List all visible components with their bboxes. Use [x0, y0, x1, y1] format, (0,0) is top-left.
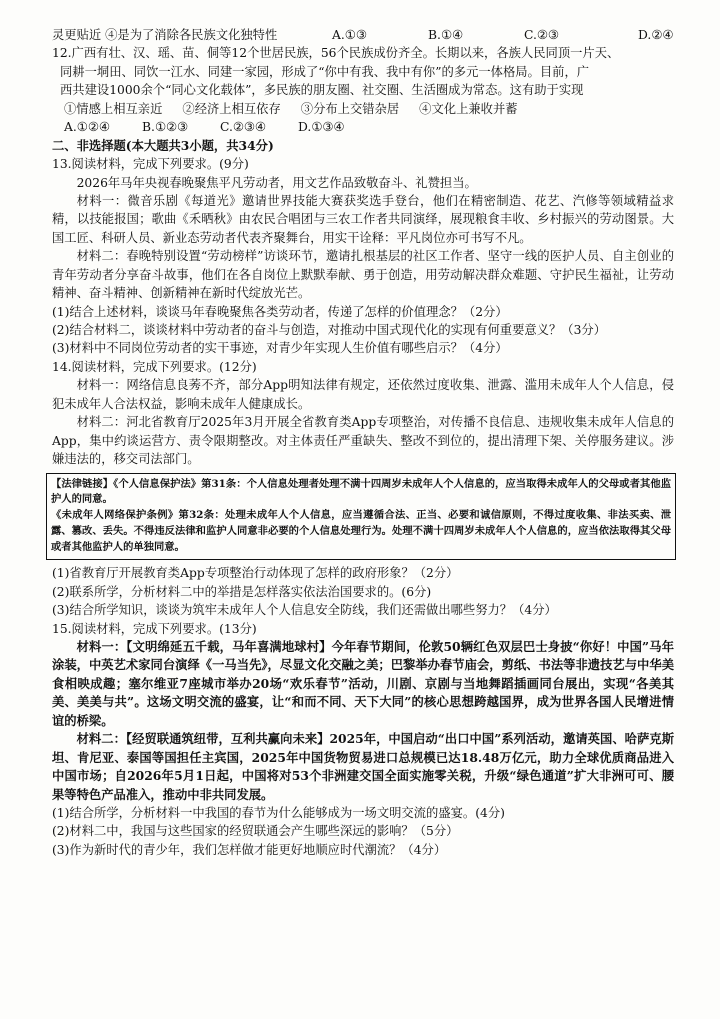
q12-choice-2: ②经济上相互依存	[182, 101, 281, 116]
q14-title: 14.阅读材料，完成下列要求。(12分)	[52, 359, 257, 374]
q12-answers	[64, 118, 674, 136]
question-14	[52, 358, 674, 620]
q12-answer-d: D.①③④	[298, 120, 345, 135]
q11-option-b: B.①④	[428, 28, 463, 42]
q11-tail	[52, 26, 674, 44]
q14-question-3: (3)结合所学知识，谈谈为筑牢未成年人个人信息安全防线，我们还需做出哪些努力？（4分）	[52, 603, 557, 618]
q14-material-2: 材料二：河北省教育厅2025年3月开展全省教育类App专项整治，对传播不良信息、违规收集未成年人信息的App，集中约谈运营方、责令限期整改。对主体责任严重缺失、整改不到位的，提出清理下架、关停服务建议。涉嫌违法的，移交司法部门。	[52, 415, 674, 467]
q12-choice-4: ④文化上兼收并蓄	[419, 101, 518, 116]
q13-question-2: (2)结合材料二，谈谈材料中劳动者的奋斗与创造，对推动中国式现代化的实现有何重要意义？（3分）	[52, 323, 607, 337]
q12-answer-c: C.②③④	[220, 120, 266, 135]
q15-question-1: (1)结合所学，分析材料一中我国的春节为什么能够成为一场文明交流的盛宴。(4分)	[52, 805, 505, 820]
q11-tail-text: 灵更贴近 ④是为了消除各民族文化独特性	[52, 28, 278, 42]
q15-question-2: (2)材料二中，我国与这些国家的经贸联通会产生哪些深远的影响？（5分）	[52, 824, 459, 839]
q11-option-c: C.②③	[524, 28, 559, 42]
q13-title: 13.阅读材料，完成下列要求。(9分)	[52, 157, 249, 172]
question-12	[52, 44, 674, 136]
q12-stem-line: 12.广西有壮、汉、瑶、苗、侗等12个世居民族，56个民族成份齐全。长期以来，各族人民同顶一片天、	[52, 46, 620, 61]
q15-question-3: (3)作为新时代的青少年，我们怎样做才能更好地顺应时代潮流？（4分）	[52, 842, 447, 857]
q14-material-1: 材料一：网络信息良莠不齐，部分App明知法律有规定，还依然过度收集、泄露、滥用未成年人个人信息，侵犯未成年人合法权益，影响未成年人健康成长。	[52, 378, 674, 411]
q15-material-2: 材料二：【经贸联通筑纽带，互利共赢向未来】2025年，中国启动“出口中国”系列活动，邀请英国、哈萨克斯坦、肯尼亚、泰国等国担任主宾国，2025年中国货物贸易进口总规模已达18.48万亿元，助力全球优质商品进入中国市场；自2026年5月1日起，中国将对53个非洲建交国全面实施零关税，升级“绿色通道”扩大非洲可可、腰果等特色产品准入，推动中非共同发展。	[52, 731, 674, 802]
q12-choices	[64, 100, 674, 118]
q13-question-3: (3)材料中不同岗位劳动者的实干事迹，对青少年实现人生价值有哪些启示？（4分）	[52, 341, 508, 356]
q13-intro: 2026年马年央视春晚聚焦平凡劳动者，用文艺作品致敬奋斗、礼赞担当。	[76, 175, 477, 190]
q12-answer-b: B.①②③	[142, 120, 189, 135]
q12-answer-a: A.①②④	[64, 120, 110, 135]
q11-option-d: D.②④	[638, 28, 674, 42]
q13-material-2: 材料二：春晚特别设置“劳动榜样”访谈环节，邀请扎根基层的社区工作者、坚守一线的医护人员、自主创业的青年劳动者分享奋斗故事，他们在各自岗位上默默奉献、勇于创造，用劳动解决群众难题、守护民生福祉，让劳动精神、奋斗精神、创新精神在新时代绽放光芒。	[52, 249, 674, 301]
q14-question-2: (2)联系所学，分析材料二中的举措是怎样落实依法治国要求的。(6分)	[52, 584, 432, 599]
law-link-box	[46, 473, 676, 561]
q14-question-1: (1)省教育厅开展教育类App专项整治行动体现了怎样的政府形象？（2分）	[52, 566, 459, 581]
q11-option-a: A.①③	[332, 28, 367, 42]
q15-title: 15.阅读材料，完成下列要求。(13分)	[52, 621, 257, 636]
section-2-title: 二、非选择题(本大题共3小题，共34分)	[52, 137, 274, 153]
q15-material-1: 材料一：【文明绵延五千载，马年喜满地球村】今年春节期间，伦敦50辆红色双层巴士身披“你好！中国”马年涂装，中英艺术家同台演绎《一马当先》，尽显文化交融之美；巴黎举办春节庙会，剪纸、书法等非遗技艺与中华美食相映成趣；塞尔维亚7座城市举办20场“欢乐春节”活动，川剧、京剧与当地舞蹈插画同台展出，实现“各美其美、美美与共”。这场文明交流的盛宴，让“和而不同、天下大同”的核心思想跨越国界，成为世界各国人民增进情谊的桥梁。	[52, 639, 674, 728]
question-15	[52, 620, 674, 860]
q12-stem-line: 西共建设1000余个“同心文化载体”，多民族的朋友圈、社交圈、生活圈成为常态。这有助于实现	[60, 83, 584, 98]
law-link-minor-regulation: 《未成年人网络保护条例》第32条：处理未成年人个人信息，应当遵循合法、正当、必要和诚信原则，不得过度收集、非法买卖、泄露、篡改、丢失。不得违反法律和监护人同意非必要的个人信息处理行为。处理不满十四周岁未成年人个人信息的，应当依法取得其父母或者其他监护人的单独同意。	[51, 509, 671, 554]
law-link-privacy-law: 【法律链接】《个人信息保护法》第31条：个人信息处理者处理不满十四周岁未成年人个人信息的，应当取得未成年人的父母或者其他监护人的同意。	[51, 477, 671, 506]
q13-material-1: 材料一：微音乐剧《每道光》邀请世界技能大赛获奖选手登台，他们在精密制造、花艺、汽修等领域精益求精，以技能报国；歌曲《禾晒秋》由农民合唱团与三农工作者共同演绎，展现粮食丰收、乡村振兴的劳动图景。大国工匠、科研人员、新业态劳动者代表齐聚舞台，用实干诠释：平凡岗位亦可书写不凡。	[52, 193, 674, 245]
q12-stem-line: 同耕一垌田、同饮一江水、同建一家园，形成了“你中有我、我中有你”的多元一体格局。目前，广	[60, 64, 590, 79]
question-13	[52, 155, 674, 358]
q12-choice-3: ③分布上交错杂居	[300, 101, 400, 116]
q13-question-1: (1)结合上述材料，谈谈马年春晚聚焦各类劳动者，传递了怎样的价值理念？（2分）	[52, 304, 508, 319]
q12-choice-1: ①情感上相互亲近	[64, 101, 163, 116]
